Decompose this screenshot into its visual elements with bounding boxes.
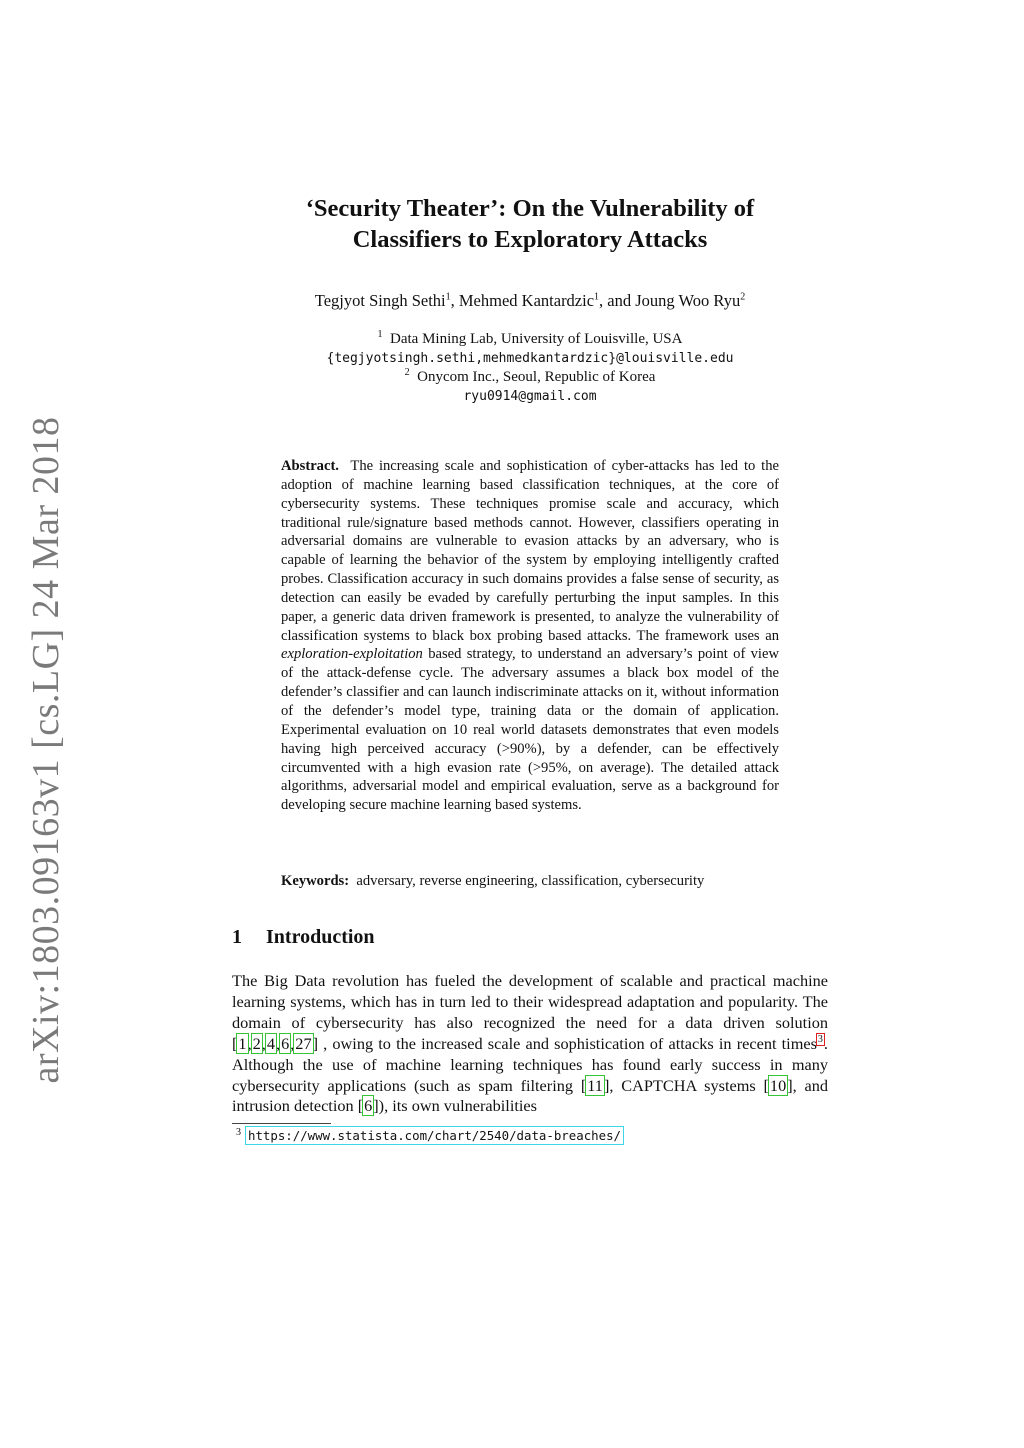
citation-link[interactable]: 4 (266, 1033, 275, 1053)
keywords (281, 872, 779, 891)
paper-title (232, 193, 828, 255)
citation-link[interactable]: 27 (295, 1033, 312, 1053)
introduction-paragraph: The Big Data revolution has fueled the development of scalable and practical machine learning systems, which has in turn led to their widespread adaptation and popularity. The domain of cybersecurity has also recognized the need for a data driven solution [1,2,4,6,27] , owing to the increased scale and sophistication of attacks in recent times$^3$. Although the use of machine learning techniques has found early success in many cybersecurity applications (such as spam filtering [11], CAPTCHA systems [10], and intrusion detection [6]), its own vulnerabilities (232, 971, 829, 1116)
paper-title-line-2: Classifiers to Exploratory Attacks (352, 226, 708, 253)
footnote-divider (232, 1123, 331, 1124)
abstract-label: Abstract. (281, 458, 339, 474)
abstract-text-continued: based strategy, to understand an adversary’s point of view of the attack-defense cycle. The adversary assumes a black box model of the defender’s classifier and can launch indiscriminate attacks on it, without information of the defender’s model type, training data or the domain of application. Experimental evaluation on 10 real world datasets demonstrates that even models having high perceived accuracy (>90%), by a defender, can be effectively circumvented with a high evasion rate (>95%, on average). The detailed attack algorithms, adversarial model and empirical evaluation, serve as a background for developing secure machine learning based systems. (281, 646, 779, 814)
keywords-label: Keywords: (281, 873, 350, 889)
author-name: and Joung Woo Ryu (607, 291, 741, 310)
affiliation-marker: 1 (594, 291, 600, 303)
abstract-emphasis: exploration-exploitation (281, 646, 423, 663)
paper-title-line-1: ‘Security Theater’: On the Vulnerability of (305, 195, 755, 222)
affiliation-1: $^1$ Data Mining Lab, University of Louisville, USA (377, 329, 683, 347)
author-name: Tegjyot Singh Sethi (314, 291, 446, 310)
affiliation-marker: 1 (445, 291, 451, 303)
footnote-url-link[interactable]: https://www.statista.com/chart/2540/data-breaches/ (248, 1128, 621, 1144)
abstract (281, 457, 779, 815)
arxiv-identifier-stamp: arXiv:1803.09163v1 [cs.LG] 24 Mar 2018 (25, 416, 67, 1084)
footnote-number: 3 (236, 1127, 241, 1138)
affiliation-marker: 2 (740, 291, 746, 303)
abstract-text: The increasing scale and sophistication of cyber-attacks has led to the adoption of machine learning based classification techniques, at the core of cybersecurity systems. These techniques promise scale and accuracy, which traditional rule/signature based methods cannot. However, classifiers operating in adversarial domains are vulnerable to evasion attacks by an adversary, who is capable of learning the behavior of the system by employing intelligently crafted probes. Classification accuracy in such domains provides a false sense of security, as detection can easily be evaded by carefully perturbing the input samples. In this paper, a generic data driven framework is presented, to analyze the vulnerability of classification systems to black box probing based attacks. The framework uses an (281, 458, 779, 644)
author-name: Mehmed Kantardzic (458, 291, 595, 310)
section-title: Introduction (266, 926, 375, 948)
citation-link[interactable]: 10 (769, 1075, 787, 1095)
affiliation-2-email: ryu0914@gmail.com (463, 389, 597, 404)
section-heading (232, 926, 375, 949)
affiliations (232, 330, 828, 406)
citation-link[interactable]: 1 (238, 1033, 247, 1053)
footnote-reference-link[interactable]: 3 (817, 1034, 823, 1046)
citation-link[interactable]: 6 (364, 1096, 373, 1116)
author-list: Tegjyot Singh Sethi$^1$, Mehmed Kantardzic$^1$, and Joung Woo Ryu$^2$ (314, 291, 746, 310)
section-number: 1 (232, 926, 242, 948)
citation-link[interactable]: 2 (252, 1033, 261, 1053)
affiliation-1-email: {tegjyotsingh.sethi,mehmedkantardzic}@louisville.edu (326, 351, 734, 366)
citation-link[interactable]: 11 (587, 1075, 603, 1095)
citation-link[interactable]: 6 (281, 1033, 290, 1053)
affiliation-2: $^2$ Onycom Inc., Seoul, Republic of Korea (404, 367, 656, 385)
keywords-text: adversary, reverse engineering, classification, cybersecurity (356, 873, 705, 889)
footnote (236, 1127, 623, 1144)
